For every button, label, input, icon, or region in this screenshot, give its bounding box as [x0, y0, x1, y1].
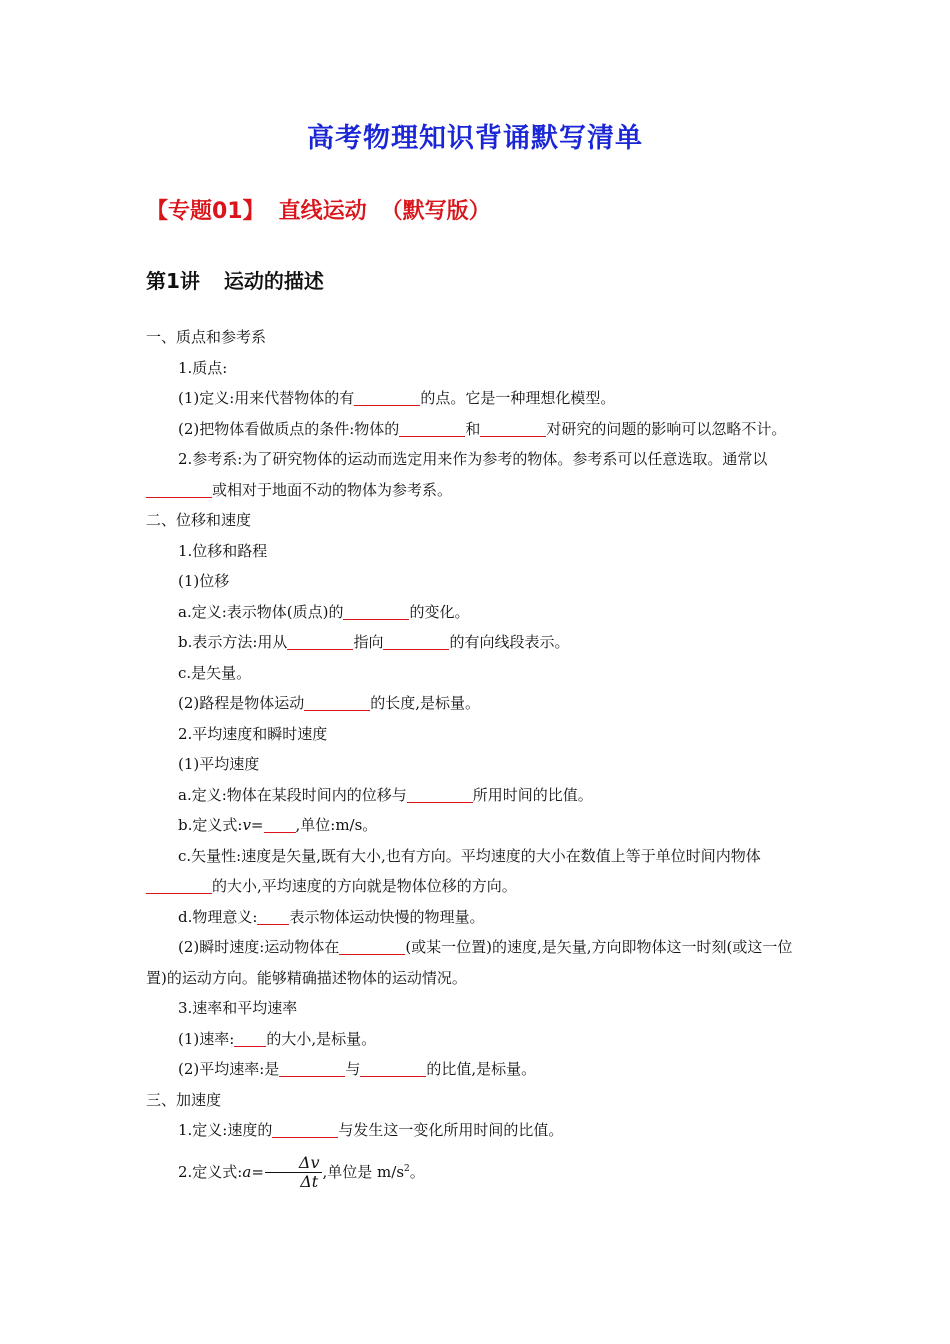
fill-blank[interactable] [407, 784, 473, 803]
fill-blank[interactable] [339, 936, 405, 955]
fill-blank[interactable] [146, 875, 212, 894]
paragraph: (1)速率: 的大小,是标量。 [178, 1029, 377, 1048]
fill-blank[interactable] [279, 1058, 345, 1077]
paragraph: c.是矢量。 [178, 663, 252, 682]
topic-heading [146, 194, 491, 225]
fill-blank[interactable] [304, 692, 370, 711]
fill-blank[interactable] [257, 906, 289, 925]
paragraph: (2)平均速率:是 与 的比值,是标量。 [178, 1060, 537, 1078]
fill-blank[interactable] [399, 418, 465, 437]
paragraph: d.物理意义: 表示物体运动快慢的物理量。 [178, 907, 485, 926]
lecture-heading [146, 265, 324, 294]
paragraph: (2)路程是物体运动 的长度,是标量。 [178, 694, 481, 712]
fill-blank[interactable] [480, 418, 546, 437]
paragraph: (2)把物体看做质点的条件:物体的 和 对研究的问题的影响可以忽略不计。 [178, 419, 787, 438]
paragraph: (1)位移 [178, 572, 230, 590]
fill-blank[interactable] [272, 1119, 338, 1138]
section-heading: 二、位移和速度 [146, 511, 252, 529]
section-heading: 一、质点和参考系 [146, 328, 267, 346]
paragraph: 2.平均速度和瞬时速度 [178, 724, 328, 743]
paragraph: (2)瞬时速度:运动物体在 (或某一位置)的速度,是矢量,方向即物体这一时刻(或这一位置)的运动方向。能够精确描述物体的运动情况。 [146, 938, 793, 987]
paragraph: b.表示方法:用从 指向 的有向线段表示。 [178, 633, 570, 651]
paragraph: a.定义:物体在某段时间内的位移与 所用时间的比值。 [178, 785, 593, 804]
paragraph: 1.质点: [178, 358, 228, 377]
acceleration-fraction: $\frac{\Delta v}{\Delta t}$ [265, 1154, 322, 1191]
paragraph: 1.位移和路程 [178, 541, 268, 560]
section-heading: 三、加速度 [146, 1090, 222, 1109]
paragraph: 2.定义式:a= $\frac{\Delta v}{\Delta t}$ ,单位是 $m/s^2$。 [178, 1153, 425, 1191]
lecture-number: 第1讲 [146, 269, 200, 293]
fill-blank[interactable] [360, 1058, 426, 1077]
fill-blank[interactable] [383, 631, 449, 650]
fill-blank[interactable] [264, 814, 296, 833]
paragraph: b.定义式:v= ,单位:m/s。 [178, 816, 378, 834]
paragraph: c.矢量性:速度是矢量,既有大小,也有方向。平均速度的大小在数值上等于单位时间内物体的大小,平均速度的方向就是物体位移的方向。 [146, 841, 810, 902]
topic-name: 直线运动 [278, 199, 367, 224]
topic-tag: 【专题01】 [146, 199, 265, 224]
fill-blank[interactable] [234, 1028, 266, 1047]
paragraph: 2.参考系:为了研究物体的运动而选定用来作为参考的物体。参考系可以任意选取。通常以或相对于地面不动的物体为参考系。 [146, 444, 810, 505]
fill-blank[interactable] [354, 387, 420, 406]
paragraph: a.定义:表示物体(质点)的 的变化。 [178, 602, 470, 621]
paragraph: (1)平均速度 [178, 755, 260, 773]
paragraph: 3.速率和平均速率 [178, 999, 298, 1017]
fill-blank[interactable] [146, 479, 212, 498]
fill-blank[interactable] [343, 601, 409, 620]
paragraph: 1.定义:速度的 与发生这一变化所用时间的比值。 [178, 1121, 564, 1139]
paragraph: (1)定义:用来代替物体的有 的点。它是一种理想化模型。 [178, 389, 616, 407]
fill-blank[interactable] [287, 631, 353, 650]
document-body [146, 322, 810, 1191]
lecture-name: 运动的描述 [223, 269, 324, 293]
topic-version: （默写版） [380, 199, 491, 224]
document-title: 高考物理知识背诵默写清单 [307, 123, 643, 154]
